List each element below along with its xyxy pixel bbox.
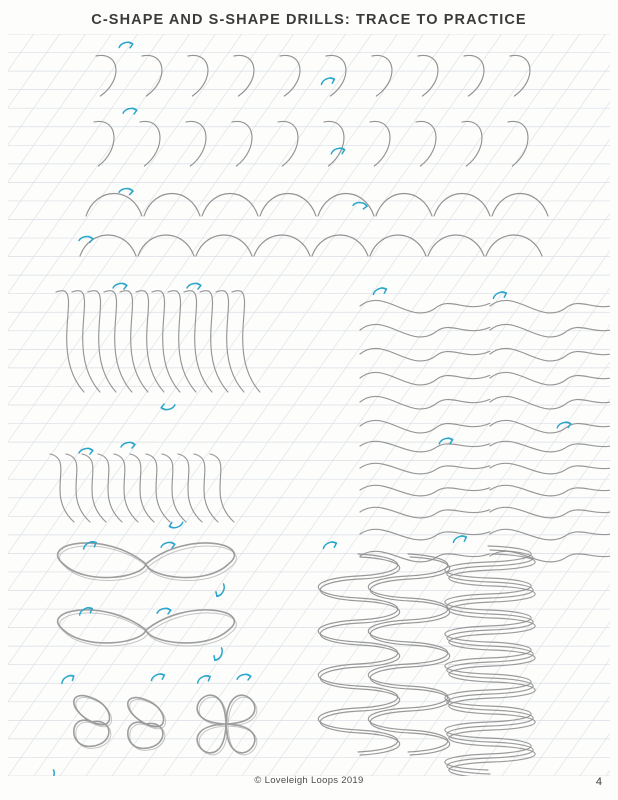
footer-copyright: © Loveleigh Loops 2019 — [254, 775, 364, 786]
page-title: C-SHAPE AND S-SHAPE DRILLS: TRACE TO PRACTICE — [91, 12, 527, 28]
drills-svg — [8, 34, 610, 776]
practice-grid-area — [8, 34, 610, 776]
page-number: 4 — [595, 776, 602, 788]
guideline-grid — [8, 34, 610, 776]
